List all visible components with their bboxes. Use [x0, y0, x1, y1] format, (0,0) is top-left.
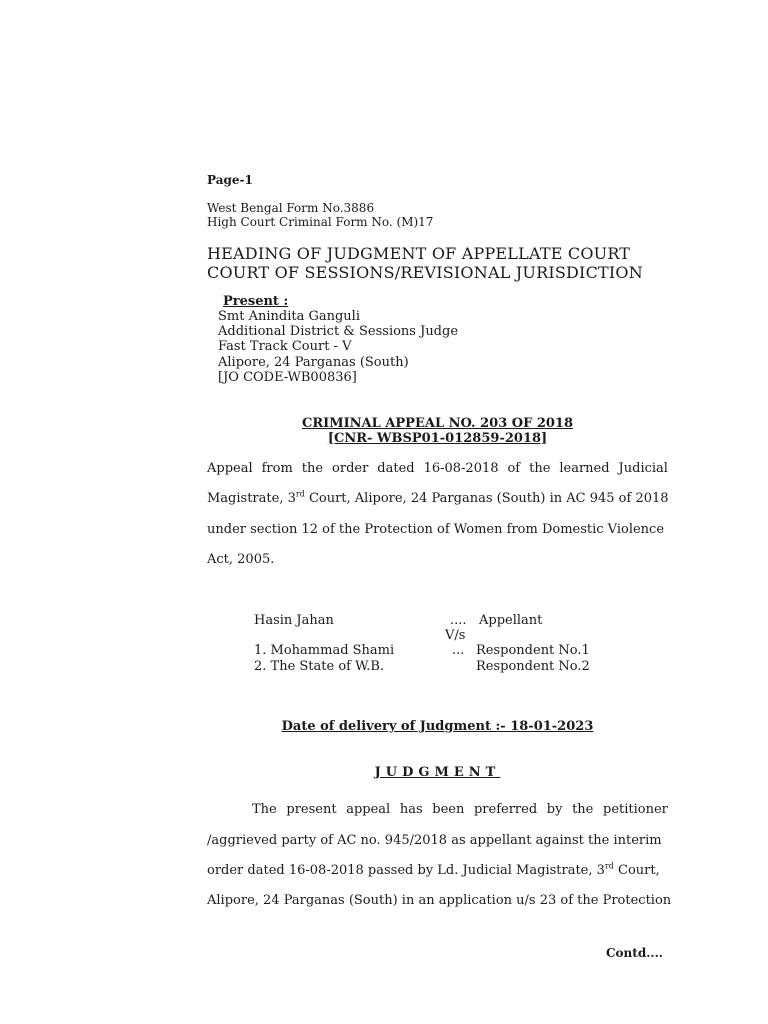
respondent-1-role: Respondent No.1 — [476, 643, 590, 658]
word: Appeal — [207, 461, 253, 476]
word: the — [529, 461, 551, 476]
word: the — [572, 802, 594, 817]
judgment-line-2: /aggrieved party of AC no. 945/2018 as appellant against the interim — [207, 833, 662, 848]
appeal-line-1 — [207, 461, 668, 476]
word: been — [432, 802, 465, 817]
form-line-2: High Court Criminal Form No. (M)17 — [207, 215, 434, 229]
word: order — [332, 461, 369, 476]
appellant-name: Hasin Jahan — [254, 613, 334, 628]
appeal-line-2 — [207, 491, 669, 506]
respondent-1-name: 1. Mohammad Shami — [254, 643, 395, 658]
word: has — [399, 802, 423, 817]
appellant-role: Appellant — [479, 613, 543, 628]
page-label: Page-1 — [207, 173, 253, 187]
present-line-5: [JO CODE-WB00836] — [218, 370, 357, 385]
contd-label: Contd.... — [606, 946, 663, 960]
judgment-line-4: Alipore, 24 Parganas (South) in an application u/s 23 of the Protection — [207, 893, 672, 908]
respondent-2-role: Respondent No.2 — [476, 659, 590, 674]
word: from — [261, 461, 293, 476]
respondent-1-dots: ... — [452, 643, 465, 658]
word: The — [252, 802, 277, 817]
word: preferred — [473, 802, 538, 817]
judgment-line-3-a: order dated 16-08-2018 passed by Ld. Judicial Magistrate, 3 — [207, 863, 605, 878]
case-cnr: [CNR- WBSP01-012859-2018] — [327, 431, 548, 446]
judgment-line-3 — [207, 863, 660, 878]
appellant-dots: .... — [450, 613, 467, 628]
versus: V/s — [445, 628, 466, 643]
appeal-line-2-b: Court, Alipore, 24 Parganas (South) in AC 945 of 2018 — [304, 491, 669, 506]
word: dated — [377, 461, 415, 476]
heading-line-2: COURT OF SESSIONS/REVISIONAL JURISDICTION — [207, 263, 643, 282]
word: of — [507, 461, 521, 476]
word: appeal — [346, 802, 391, 817]
word: Judicial — [618, 461, 668, 476]
word: petitioner — [603, 802, 668, 817]
judgment-line-3-b: Court, — [613, 863, 660, 878]
word: 16-08-2018 — [423, 461, 499, 476]
delivery-date: Date of delivery of Judgment :- 18-01-2023 — [281, 719, 594, 734]
ordinal-sup: rd — [295, 489, 305, 499]
appeal-line-3: under section 12 of the Protection of Women from Domestic Violence — [207, 522, 665, 537]
respondent-2-name: 2. The State of W.B. — [254, 659, 385, 674]
present-line-2: Additional District & Sessions Judge — [218, 324, 459, 339]
word: learned — [559, 461, 610, 476]
form-line-1: West Bengal Form No.3886 — [207, 201, 375, 215]
heading-line-1: HEADING OF JUDGMENT OF APPELLATE COURT — [207, 244, 631, 263]
present-line-3: Fast Track Court - V — [218, 339, 352, 354]
word: present — [286, 802, 337, 817]
present-label: Present : — [223, 294, 289, 309]
word: the — [301, 461, 324, 476]
word: by — [546, 802, 563, 817]
ordinal-sup: rd — [604, 861, 614, 871]
judgment-title: JUDGMENT — [374, 765, 501, 780]
present-line-4: Alipore, 24 Parganas (South) — [218, 355, 409, 370]
present-line-1: Smt Anindita Ganguli — [218, 309, 360, 324]
case-title: CRIMINAL APPEAL NO. 203 OF 2018 — [301, 416, 574, 431]
judgment-line-1 — [252, 802, 668, 817]
appeal-line-4: Act, 2005. — [207, 552, 275, 567]
appeal-line-2-a: Magistrate, 3 — [207, 491, 296, 506]
